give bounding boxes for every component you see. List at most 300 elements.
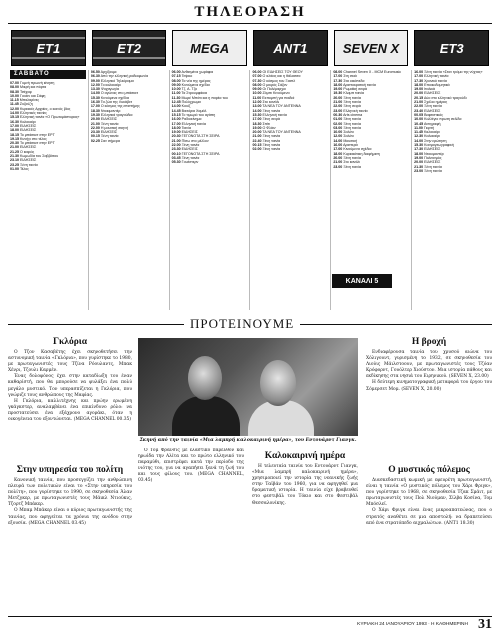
schedule-title: ΟΙ ΕΙΔΗΣΕΙΣ ΤΟΥ ΘΕΟΥ: [262, 70, 303, 74]
schedule-title: Στη σκιά: [343, 74, 357, 79]
schedule-time: 18.00: [414, 151, 424, 156]
schedule-time: 13.00: [252, 104, 262, 109]
schedule-title: Ανθισμένα χωράφια: [181, 70, 214, 74]
page-footer: [8, 616, 492, 633]
schedule-title: Σαλόνι: [343, 130, 354, 135]
schedule-time: 20.30: [171, 134, 181, 139]
schedule-title: Καλοκαίρι: [423, 130, 440, 135]
schedule-time: 15.30: [414, 143, 424, 148]
schedule-time: 08.00: [171, 78, 181, 83]
schedule-time: 15.30: [90, 95, 100, 100]
schedule-title: Ελληνική ταινία: [262, 112, 287, 117]
schedule-column: [89, 70, 170, 310]
schedule-time: 20.00: [414, 91, 424, 96]
schedule-time: 21.00: [333, 100, 343, 105]
schedule-time: 18.00: [10, 128, 19, 133]
article-title: Καλοκαιρινή ημέρα: [264, 451, 346, 461]
schedule-title: Κουίζ: [181, 104, 191, 109]
schedule-title: Γυμνή πρωινή κίνηση: [20, 81, 55, 85]
schedule-time: 18.00: [414, 82, 424, 87]
schedule-title: Ψυχαγωγία: [100, 87, 119, 92]
article-paragraph: Κανονική ταινία, που προσεγγίζει την ανθρώπινη πλευρά των πολιτικών είναι το «Στην υπηρεσία του πολίτη», που γυρίστηκε το 1990, σε σκηνοθεσία Άλαν Μετζγκερ, με πρωταγωνιστές τους Μάικλ Ντιούκις, Τζορτζ Μπάκερ.: [8, 478, 132, 508]
schedule-title: Arts cinema: [343, 112, 363, 117]
schedule-title: Ξένη ταινία: [262, 138, 281, 143]
schedule-title: Το μπάσκετ στην ΕΡΤ: [19, 141, 55, 146]
schedule-title: Στα οικόπεδα: [343, 78, 365, 83]
schedule-time: 20.00: [333, 155, 343, 160]
schedule-time: 21.00: [333, 160, 343, 165]
schedule-title: Καλοκαίρι: [20, 119, 36, 124]
schedule-title: Ελληνική ταινία: [181, 121, 206, 126]
schedule-title: Το καλοκαίρι: [100, 82, 121, 87]
schedule-title: Ξένη ταινία: [343, 164, 361, 169]
schedule-time: 19.00: [414, 155, 424, 160]
schedule-title: Η μουσική σκηνή: [100, 125, 129, 130]
schedule-time: 20.15: [414, 95, 424, 100]
schedule-time: 14.00: [333, 138, 343, 143]
schedule-title: ΕΙΔΗΣΕΙΣ: [181, 130, 198, 135]
schedule-time: 13.30: [90, 87, 100, 92]
schedule-title: Εκπομπή για παιδιά: [262, 95, 295, 100]
channel-logos: [8, 30, 492, 66]
schedule-time: 11.00: [414, 125, 423, 130]
schedule-time: 11.30: [171, 95, 181, 100]
schedule-time: 03.00: [333, 125, 343, 130]
article-paragraph: Διασκεδαστική κωμική με εφευρέτη πρωταγωνιστή, είναι η ταινία «Ο μυστικός πόλεμος του Χάρι Φριγκ», που γυρίστηκε το 1968, σε σκηνοθεσία Τζακ Σμάιτ, με πρωταγωνιστές τους Πολ Νιούμαν, Σίλβα Κοσίνα, Τομ Μπόσλεϊ.: [366, 478, 492, 508]
schedule-title: Ελληνική ταινία «Ο Πρωτομάστορας»: [20, 115, 80, 120]
schedule-title: Χρονικό ταινία: [424, 78, 447, 83]
schedule-time: 10.00: [333, 130, 343, 135]
schedule-time: 16.00: [333, 143, 343, 148]
schedule-time: 09.00: [90, 78, 100, 83]
schedule-time: 17.00: [414, 74, 424, 79]
schedule-title: ΤΑ ΝΕΑ ΤΟΥ ΑΝΤΕΝΝΑ: [262, 130, 301, 135]
schedule-title: Ξένη ταινία: [343, 95, 361, 100]
schedule-time: 20.30: [10, 141, 19, 146]
schedule-title: Ξένη σειρά: [262, 117, 280, 122]
schedule-time: 17.00: [10, 123, 19, 128]
schedule-time: 14.00: [414, 138, 424, 143]
schedule-time: 22.00: [333, 104, 343, 109]
schedule-time: 23.00: [414, 168, 424, 173]
schedule-time: 23.30: [171, 147, 181, 152]
schedule-title: Κολλέγιο πρωτη σελίδα: [424, 117, 462, 122]
article-title: Ο μυστικός πόλεμος: [388, 465, 470, 475]
schedule-time: 21.00: [90, 121, 100, 126]
schedule-title: Ξένη ταινία: [343, 100, 361, 105]
schedule-title: Πίσω στο μέλλον: [181, 138, 209, 143]
schedule-title: Ξένη ταινία: [181, 143, 200, 148]
schedule-title: Ξένη ταινία: [424, 104, 442, 109]
schedule-time: 03.45: [171, 155, 181, 160]
schedule-entry: [172, 160, 248, 164]
article-paragraph: Ο Χάρι Φριγκ είναι ένας μικροαπατεώνας, που ο στρατός αναθέτει σε μια αποστολή: να δραπετεύσει από ένα στρατόπεδο αιχμαλώτων. (ΑΝΤ1 18.30): [366, 508, 492, 526]
schedule-title: Ξένη ταινία: [343, 155, 361, 160]
schedule-time: 10.00: [414, 117, 424, 122]
schedule-title: Βαφτιστικός: [424, 112, 444, 117]
schedule-time: 02.00: [333, 121, 343, 126]
schedule-time: 23.00: [333, 164, 343, 169]
schedule-title: Κυριακάτικη διαφήμιση: [343, 151, 380, 156]
schedule-title: Κινούμενα σχέδια: [343, 147, 372, 152]
schedule-time: 08.00: [252, 82, 262, 87]
schedule-title: Ντοκιμαντέρ: [100, 108, 121, 113]
schedule-time: 21.30: [414, 164, 424, 169]
article-paragraph: Ο Τζον Κασαβέτης έχει σκηνοθετήσει την αστυνομική ταινία «Γκλόρια», που γυρίστηκε το 1980, με πρωταγωνιστές τους Τζίνα Ρόουλαντς, Μπακ Χένρι, Τζουλι Καρμέν.: [8, 350, 132, 374]
schedule-title: Από την ελληνική ραδιοφωνία: [100, 74, 149, 79]
schedule-time: 17.00: [333, 74, 343, 79]
schedule-column: [412, 70, 492, 310]
schedule-time: 21.00: [171, 138, 181, 143]
schedule-time: 23.00: [333, 108, 343, 113]
schedule-title: ΕΙΔΗΣΕΙΣ: [20, 145, 37, 150]
schedule-title: Ρωμαϊκή σειρά: [343, 87, 367, 92]
newspaper-page: [8, 4, 492, 633]
schedule-time: 14.00: [171, 104, 181, 109]
schedule-title: Βικτόρια Χαμάλ: [181, 108, 207, 113]
article-paragraph: Ο Τομ Φρανσίς με ελαστικό παρελθόν και ηρωίδα την Αλίτα και το πρώτο ελληνικό του παραμύθι, επιστρέφει κατά την περίοδο της νιότης του, για να αγαπήσει ξανά τη ζωή του και τους φίλους του. (MEGA CHANNEL, 03.45): [138, 448, 244, 484]
schedule-time: 21.30: [10, 154, 19, 159]
schedule-time: 08.30: [10, 89, 19, 94]
schedule-time: 22.00: [414, 104, 424, 109]
schedule-time: 11.45: [10, 102, 19, 107]
schedule-time: 17.00: [171, 121, 181, 126]
schedule-time: 18.30: [252, 121, 262, 126]
schedule-title: Ελληνικό Τηλεόραμα: [100, 78, 134, 83]
schedule-column: [250, 70, 331, 310]
footer-meta: ΚΥΡΙΑΚΗ 24 ΙΑΝΟΥΑΡΙΟΥ 1993 · Η ΚΑΘΗΜΕΡΙΝΗ: [357, 622, 468, 627]
schedule-title: Ο Φλάιν: [262, 125, 276, 130]
schedule-title: Αντιγραφή: [423, 121, 441, 126]
schedule-time: 23.40: [414, 108, 424, 113]
schedule-time: 18.00: [171, 125, 181, 130]
schedule-time: 02.25: [90, 138, 100, 143]
schedule-time: 07.30: [252, 78, 262, 83]
schedule-time: 17.30: [333, 78, 343, 83]
schedule-time: 18.15: [10, 132, 19, 137]
schedule-title: Ξένη ταινία: [181, 155, 200, 160]
schedule-time: 11.00: [171, 91, 181, 96]
schedule-title: Στην ερώτηση: [424, 138, 447, 143]
schedule-title: Ο καιρός: [20, 149, 35, 154]
schedule-time: 23.30: [90, 130, 100, 135]
schedule-title: Μωρέ Μπάτι και η παρέα του: [181, 95, 228, 100]
schedule-time: 00.30: [333, 112, 343, 117]
schedule-title: Ξένη ταινία: [262, 134, 281, 139]
schedule-title: Κλαμπ ταινία: [343, 91, 364, 96]
schedule-title: Ξένη ταινία: [100, 121, 119, 126]
schedule-title: Σαν σήμερα: [100, 138, 120, 143]
article-secret-war: [366, 462, 492, 614]
schedule-title: Ελληνική ταινία: [424, 74, 449, 79]
schedule-time: 19.00: [171, 130, 181, 135]
page-title: ΤΗΛΕΟΡΑΣΗ: [194, 4, 306, 20]
article-citizen-service: [8, 462, 132, 614]
mega-logo-icon: MEGA: [172, 30, 247, 66]
schedule-time: 17.30: [414, 78, 424, 83]
schedule-time: 22.00: [171, 143, 181, 148]
schedule-title: Δύο στο ελληνικό τραγούδι: [423, 95, 467, 100]
schedule-column: [170, 70, 251, 310]
schedule-title: Μικρή και πόρτα: [20, 85, 47, 90]
schedule-title: Το τιμωρό του αγάπη: [181, 112, 216, 117]
schedule-time: 23.25: [10, 162, 19, 167]
schedule-title: Ελληνική ταινία: [343, 108, 368, 113]
schedule-title: Ξένη ταινία: [343, 125, 361, 130]
schedule-title: Τζ. Α. Τζο: [181, 87, 198, 92]
schedule-title: Πολύχρωμα: [181, 100, 201, 105]
schedule-title: ΕΙΔΗΣΕΙΣ: [424, 91, 441, 96]
schedule-title: Κωμωδία του Σαββάτου: [20, 154, 59, 159]
schedule-time: 08.00: [333, 70, 343, 74]
et3-logo-icon: ET3: [414, 30, 489, 66]
schedule-title: Τα Στρουμφάκια: [181, 91, 207, 96]
schedule-title: Οι Πολέμαρχοι: [262, 87, 286, 92]
schedule-time: 16.00: [414, 70, 424, 74]
schedule-title: Το μπάσκετ στην ΕΡΤ: [19, 132, 55, 137]
schedule-title: Τσίρκο: [181, 74, 193, 79]
schedule-time: 11.15: [10, 98, 19, 103]
schedule-time: 15.15: [171, 112, 181, 117]
schedule-time: 18.00: [333, 151, 343, 156]
schedule-time: 16.00: [171, 117, 181, 122]
schedule-time: 12.30: [414, 134, 424, 139]
schedule-title: Αριστοκρατική ταινία: [343, 82, 376, 87]
schedule-title: Γουέιν και Σάφη: [20, 93, 46, 98]
schedule-time: 10.00: [10, 93, 19, 98]
schedule-time: 21.00: [10, 145, 19, 150]
schedule-time: 16.30: [90, 100, 100, 105]
schedule-title: Ο κόσμος της επιστήμης: [100, 104, 140, 109]
schedule-title: ΓΕΓΟΝΟΤΑ ΣΤΗ ΣΕΙΡΑ: [181, 134, 220, 139]
schedule-entry: [91, 139, 167, 143]
schedule-title: Στο κανάλι: [343, 160, 361, 165]
schedule-time: 12.00: [333, 134, 343, 139]
schedule-title: Κυριακές Αρχαίες, ο κοινός βίος: [20, 106, 71, 111]
article-paragraph: Η Γκλόρια, καλλιτέχνης και πρώην ερωμένη γκάγκστερ, αναλαμβάνει ένα επικίνδυνο ρόλο: να προστατεύσει ένα εξάχρονο αγοράκι, όταν η οικογένεια του εξοντώνεται. (MEGA CHANNEL 00.35): [8, 398, 132, 423]
article-paragraph: Η δεύτερη κινηματογραφική μεταφορά του έργου του Σόμερσετ Μομ. (SEVEN X, 20.00): [366, 380, 492, 392]
schedule-time: 01.00: [333, 117, 343, 122]
schedule-time: 00.15: [90, 134, 100, 139]
schedule-time: 23.10: [10, 158, 19, 163]
schedule-time: 18.00: [333, 82, 343, 87]
schedule-time: 10.00: [171, 87, 181, 92]
schedule-title: Ξένη ταινία: [262, 143, 281, 148]
schedule-title: Πολιτισμός: [424, 155, 442, 160]
schedule-title: Κυνήγι στο τέλος: [20, 136, 47, 141]
schedule-title: Ελληνικά τραγούδια: [100, 112, 133, 117]
schedule-title: Τα νέα της ημέρας: [181, 78, 211, 83]
schedule-time: 00.05: [414, 112, 424, 117]
kanali-5-logo-icon: ΚΑΝΑΛΙ 5: [332, 274, 392, 288]
schedule-title: Ξένη ταινία: [343, 121, 361, 126]
schedule-title: Τα ζώα της Λυκάβετ: [100, 100, 133, 105]
schedule-time: 05.30: [171, 160, 181, 165]
schedule-time: 09.00: [252, 87, 262, 92]
schedule-title: Αριστερά: [343, 143, 358, 148]
schedule-title: Εποικοδομητικά: [424, 82, 450, 87]
schedule-time: 20.00: [90, 117, 100, 122]
schedule-time: 21.00: [414, 100, 424, 105]
schedule-entry: [252, 147, 328, 151]
schedule-time: 19.00: [252, 125, 262, 130]
schedule-time: 19.15: [10, 136, 19, 141]
article-title: Η βροχή: [411, 337, 447, 347]
section-header: [8, 316, 492, 332]
schedule-entry: [10, 167, 86, 171]
schedule-time: 08.00: [10, 85, 19, 90]
schedule-time: 07.00: [252, 74, 262, 79]
seven-x-logo-icon: SEVEN X: [334, 30, 409, 66]
schedule-time: 20.00: [414, 160, 424, 165]
schedule-time: 15.15: [10, 115, 19, 120]
schedule-title: Channel Seven X - MCM Euromusic: [343, 70, 402, 74]
schedule-time: 06.00: [252, 70, 262, 74]
schedule-time: 14.00: [90, 91, 100, 96]
schedule-time: 07.00: [10, 81, 19, 85]
schedule-title: ΕΙΔΗΣΕΙΣ: [424, 108, 441, 113]
schedule-title: ΓΕΓΟΝΟΤΑ ΣΤΗ ΣΕΙΡΑ: [181, 151, 220, 156]
schedule-title: Ο κόσμος του Ξαστλ: [262, 78, 296, 83]
schedule-title: ΕΙΔΗΣΕΙΣ: [20, 128, 37, 133]
schedule-time: 17.00: [333, 147, 343, 152]
schedule-title: Καλοκαίρι: [424, 134, 440, 139]
schedule-time: 00.10: [171, 151, 181, 156]
schedule-title: Μπαλαρίνες: [19, 98, 40, 103]
schedule-time: 12.00: [10, 106, 19, 111]
schedule-title: ΕΙΔΗΣΕΙΣ: [181, 147, 198, 152]
schedule-title: Σαλόνι: [343, 134, 354, 139]
schedule-time: 14.45: [171, 108, 181, 113]
schedule-time: 07.15: [171, 74, 181, 79]
schedule-title: Ξένη ταινία: [262, 147, 281, 152]
schedule-time: 11.45: [414, 130, 423, 135]
header-divider: [8, 23, 492, 24]
schedule-time: 11.00: [252, 95, 262, 100]
schedule-title: Ταινία: [181, 125, 191, 130]
schedule-time: 06.00: [171, 70, 181, 74]
schedule-time: 21.00: [252, 134, 262, 139]
schedule-time: 06.30: [90, 74, 100, 79]
schedule-title: Κινούμενα σχέδια: [181, 82, 210, 87]
schedule-time: 00.15: [252, 143, 262, 148]
schedule-title: Ιταλικά: [424, 87, 436, 92]
section-title: ΠΡΟΤΕΙΝΟΥΜΕ: [184, 316, 300, 332]
schedule-time: 15.30: [252, 112, 262, 117]
schedule-time: 01.00: [10, 166, 19, 171]
schedule-title: ΕΙΔΗΣΕΙΣ: [424, 147, 441, 152]
schedule-title: Ο αγώνας στο μπάσκετ: [100, 91, 139, 96]
article-paragraph: Η τελευταία ταινία του Εντουάρντ Γιανγκ, «Μια λαμπρή καλοκαιρινή ημέρα», χρησιμοποιεί την ιστορία της νεανικής ζωής στην Ταϊβάν του 1960, για να αφηγηθεί μια δραματική ιστορία. Η ταινία είχε βραβευθεί στο φεστιβάλ του Τόκιο και στο Φεστιβάλ Θεσσαλονίκης.: [252, 464, 358, 506]
schedule-time: 10.00: [252, 91, 262, 96]
schedule-title: Ξένη ταινία: [424, 164, 442, 169]
film-still-photo: [138, 338, 358, 436]
schedule-time: 17.30: [414, 147, 424, 152]
article-title: Γκλόρια: [52, 337, 88, 347]
article-paragraph: Ο Μπαμ Μπάκερ είναι ο κύριος πρωταγωνιστής της ταινίας, που αφηγείται τα χρόνια της ανόδου στην εξουσία. (MEGA CHANNEL 03.45): [8, 508, 132, 526]
schedule-title: Στο κανάλι: [262, 100, 280, 105]
schedule-title: Ζόμπι Κινούμενα: [262, 91, 290, 96]
schedule-column: [8, 70, 89, 310]
schedule-title: Αρχίζουμε: [100, 70, 117, 74]
schedule-title: Μουσική: [343, 138, 358, 143]
article-paragraph: Ενδιαφέρουσα ταινία του χρυσού αιώνα του Χόλιγουντ, γυρισμένη το 1932, σε σκηνοθεσία του Λιούις Μάιλστοουν, με πρωταγωνιστές τους Τζόαν Κρόφορντ, Γουόλτερ Χιούστον. Μια ιστορία πάθους και εκδίκησης στα νησιά του Ειρηνικού. (SEVEN X, 23.00): [366, 350, 492, 380]
schedule-time: 14.00: [252, 108, 262, 113]
schedule-time: 19.00: [333, 87, 343, 92]
article-summer-day: [252, 448, 358, 614]
schedule-title: ΕΙΔΗΣΕΙΣ: [20, 158, 37, 163]
schedule-title: Ο μικρός Σάζαν: [262, 82, 288, 87]
page-number: 31: [478, 617, 492, 632]
schedule-title: Ξένη ταινία: [262, 108, 281, 113]
schedule-time: 02.00: [252, 147, 262, 152]
schedule-time: 06.50: [90, 70, 100, 74]
schedule-time: 22.00: [90, 125, 100, 130]
schedule-time: 09.00: [171, 82, 181, 87]
schedule-title: ΕΙΔΗΣΕΙΣ: [100, 130, 118, 135]
article-title: Στην υπηρεσία του πολίτη: [16, 465, 124, 475]
schedule-title: Τσέχοφ: [19, 89, 32, 94]
schedule-title: Ο αλιέας και η θάλασσα: [262, 74, 301, 79]
schedule-title: ΕΙΔΗΣΕΙΣ: [20, 123, 37, 128]
day-tab: ΣΑΒΒΑΤΟ: [10, 70, 86, 79]
schedule-time: 22.40: [252, 138, 262, 143]
schedule-time: 19.30: [333, 91, 343, 96]
schedule-title: ΕΙΔΗΣΕΙΣ: [424, 160, 441, 165]
schedule-time: 12.00: [252, 100, 262, 105]
article-gloria: [8, 334, 132, 459]
schedule-time: 14.00: [10, 111, 19, 116]
article-paragraph: Ένας δολοφόνος έχει στην καταδίωξη του έναν καθαρίστή, που θα μπορούσε να φυλάξει ένα πολύ μεγάλο μυστικό. Τον υπερασπίζεται η Γκλόρια, που γνώριζε τους ανθρώπους της Μαφίας.: [8, 374, 132, 398]
schedule-time: 20.00: [252, 130, 262, 135]
schedule-time: 19.00: [414, 87, 424, 92]
schedule-time: 20.00: [333, 95, 343, 100]
schedule-entry: [333, 165, 409, 169]
schedule-title: Σχόλιο ημέρας: [424, 100, 448, 105]
schedule-title: Ντοκιμαντέρ: [424, 151, 444, 156]
schedule-title: Ραδιοκίνημα: [181, 117, 202, 122]
schedule-time: 21.25: [10, 149, 19, 154]
schedule-time: 19.30: [90, 112, 100, 117]
schedule-title: Κοσμογεωγραφική: [424, 143, 454, 148]
schedule-time: 17.00: [252, 117, 262, 122]
schedule-title: Τέλος: [19, 166, 29, 171]
schedule-title: Ξένη ταινία «Στον τρόμο της νύχτας»: [424, 70, 483, 74]
ant1-logo-icon: ANT1: [253, 30, 328, 66]
schedule-title: Γουέστερν: [181, 160, 199, 165]
tv-schedule: [8, 70, 492, 310]
et2-logo-icon: ET2: [92, 30, 167, 66]
schedule-title: Ελληνικές ταινίες: [20, 111, 47, 116]
schedule-title: Ξένη σειρά: [343, 104, 361, 109]
article-rain: [366, 334, 492, 460]
schedule-time: 10.45: [414, 121, 424, 126]
schedule-title: Ζυζούζη: [19, 102, 33, 107]
schedule-title: Ξένη ταινία: [343, 117, 361, 122]
schedule-time: 16.30: [10, 119, 19, 124]
schedule-entry: [414, 169, 490, 173]
schedule-time: 12.00: [90, 82, 100, 87]
footer-divider: [8, 616, 492, 617]
schedule-title: Γιορτή: [423, 125, 434, 130]
schedule-time: 12.45: [171, 100, 181, 105]
schedule-time: 18.30: [90, 108, 100, 113]
schedule-title: Σπίτι: [262, 121, 271, 126]
schedule-title: ΕΙΔΗΣΕΙΣ: [100, 117, 118, 122]
photo-caption: Σκηνή από την ταινία «Μια λαμπρή καλοκαιρινή ημέρα», του Εντουάρντ Γιανγκ.: [139, 438, 357, 443]
et1-logo-icon: ET1: [11, 30, 86, 66]
schedule-title: ΤΑ ΝΕΑ ΤΟΥ ΑΝΤΕΝΝΑ: [262, 104, 301, 109]
